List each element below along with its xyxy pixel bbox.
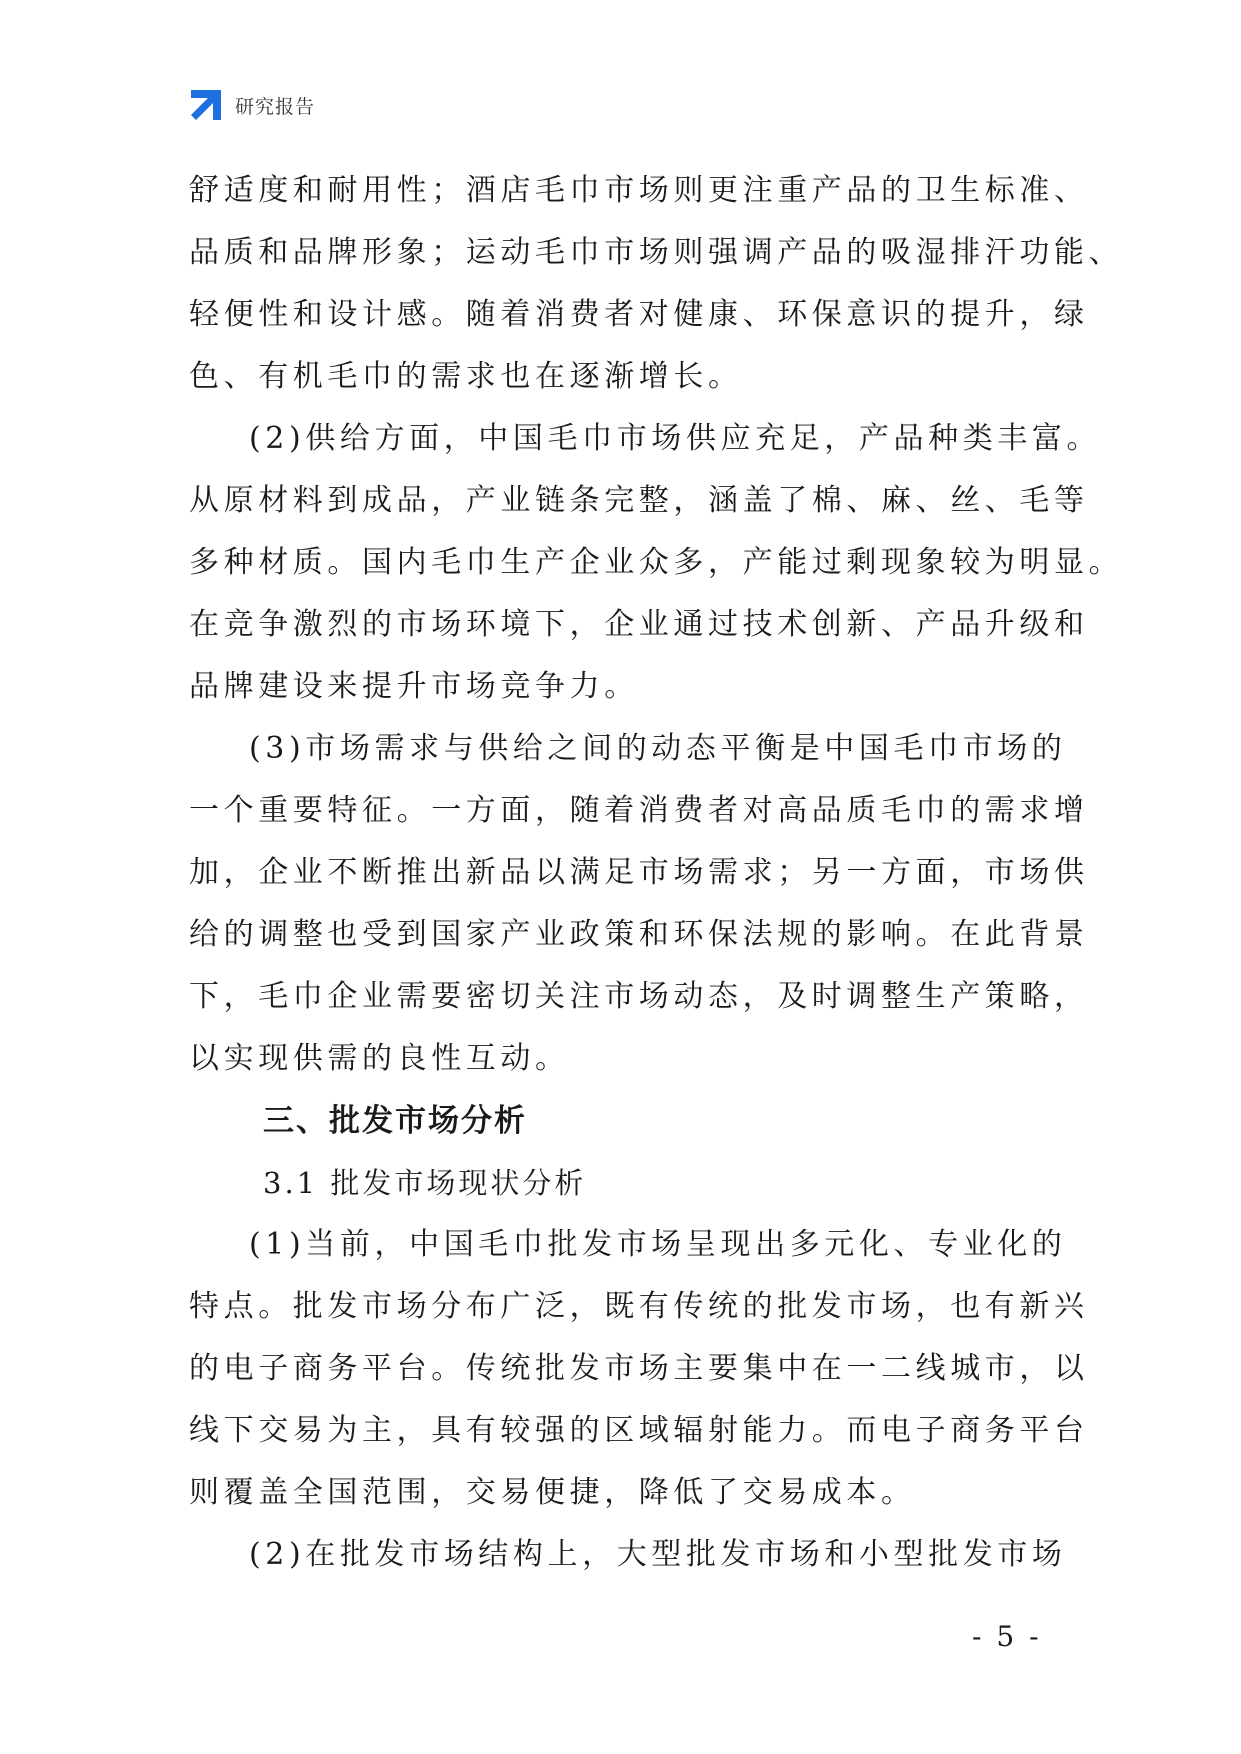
document-body <box>189 160 1124 1586</box>
body-line: 轻便性和设计感。随着消费者对健康、环保意识的提升，绿 <box>189 297 1089 332</box>
body-line: 舒适度和耐用性；酒店毛巾市场则更注重产品的卫生标准、 <box>189 173 1089 208</box>
paragraph-start: (2)供给方面，中国毛巾市场供应充足，产品种类丰富。 <box>249 421 1102 456</box>
body-line: 下，毛巾企业需要密切关注市场动态，及时调整生产策略， <box>189 979 1089 1014</box>
body-line: 品质和品牌形象；运动毛巾市场则强调产品的吸湿排汗功能、 <box>189 235 1124 270</box>
paragraph-start: (3)市场需求与供给之间的动态平衡是中国毛巾市场的 <box>249 731 1067 766</box>
body-line: 品牌建设来提升市场竞争力。 <box>189 669 639 704</box>
paragraph-start: (2)在批发市场结构上，大型批发市场和小型批发市场 <box>249 1537 1067 1572</box>
page-number: - 5 - <box>972 1620 1042 1653</box>
body-line: 从原材料到成品，产业链条完整，涵盖了棉、麻、丝、毛等 <box>189 483 1089 518</box>
paragraph-start: (1)当前，中国毛巾批发市场呈现出多元化、专业化的 <box>249 1227 1067 1262</box>
body-line: 给的调整也受到国家产业政策和环保法规的影响。在此背景 <box>189 917 1089 952</box>
body-line: 特点。批发市场分布广泛，既有传统的批发市场，也有新兴 <box>189 1289 1089 1324</box>
body-line: 色、有机毛巾的需求也在逐渐增长。 <box>189 359 743 394</box>
subsection-heading: 3.1 批发市场现状分析 <box>263 1166 587 1200</box>
header-title: 研究报告 <box>235 95 316 118</box>
body-line: 在竞争激烈的市场环境下，企业通过技术创新、产品升级和 <box>189 607 1089 642</box>
section-heading: 三、批发市场分析 <box>263 1103 527 1139</box>
body-line: 线下交易为主，具有较强的区域辐射能力。而电子商务平台 <box>189 1413 1089 1448</box>
body-line: 一个重要特征。一方面，随着消费者对高品质毛巾的需求增 <box>189 793 1089 828</box>
body-line: 的电子商务平台。传统批发市场主要集中在一二线城市，以 <box>189 1351 1089 1386</box>
body-line: 则覆盖全国范围，交易便捷，降低了交易成本。 <box>189 1475 916 1510</box>
body-line: 多种材质。国内毛巾生产企业众多，产能过剩现象较为明显。 <box>189 545 1124 580</box>
report-header <box>189 88 315 122</box>
arrow-logo-icon <box>189 88 223 122</box>
body-line: 以实现供需的良性互动。 <box>189 1041 570 1076</box>
body-line: 加，企业不断推出新品以满足市场需求；另一方面，市场供 <box>189 855 1089 890</box>
